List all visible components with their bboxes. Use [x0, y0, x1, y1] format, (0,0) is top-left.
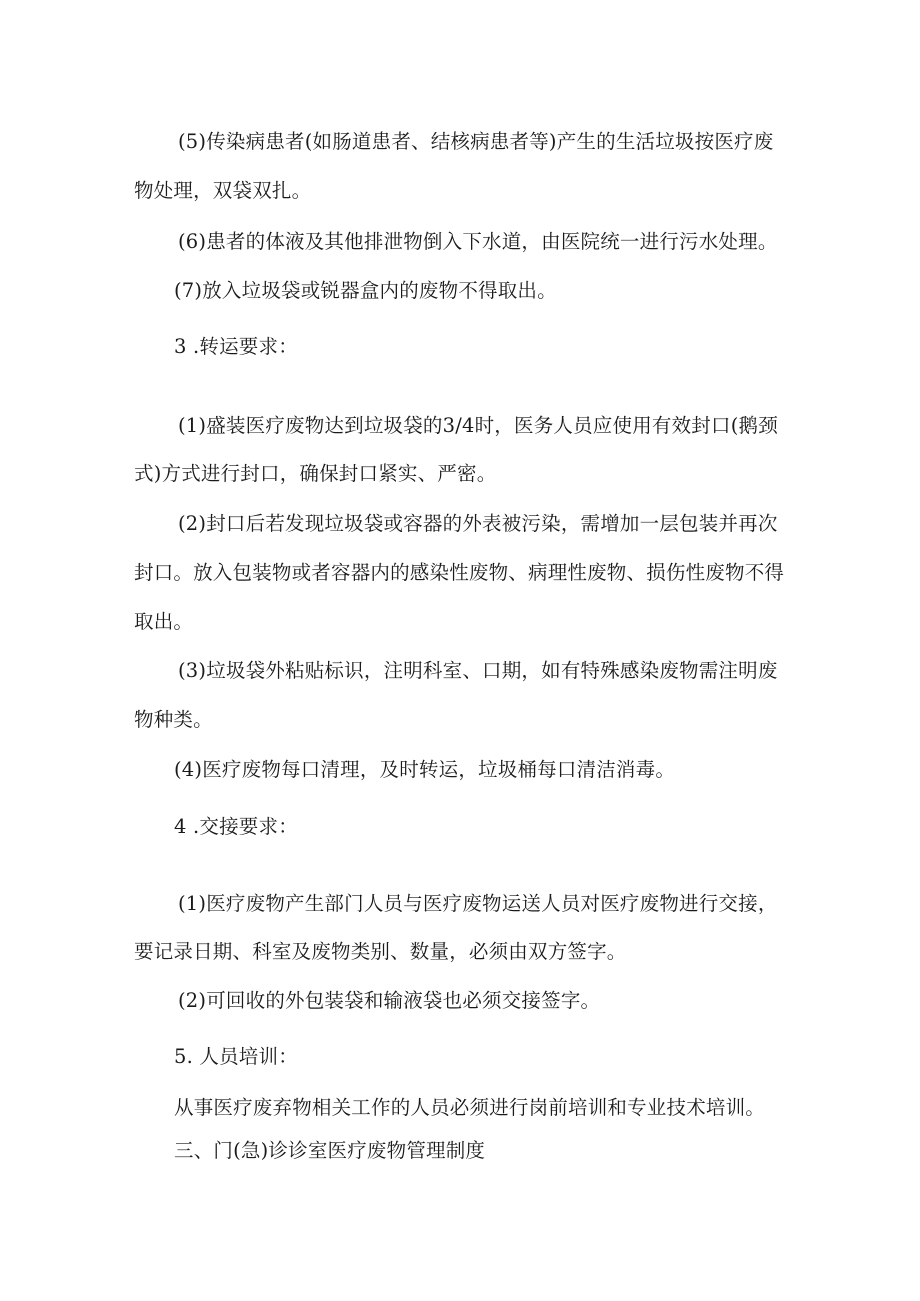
- transport-item-2-line-1: (2)封口后若发现垃圾袋或容器的外表被污染，需增加一层包装并再次: [178, 512, 778, 535]
- transport-item-1-line-1: (1)盛装医疗废物达到垃圾袋的3/4时，医务人员应使用有效封口(鹅颈: [178, 414, 778, 437]
- transport-item-1-line-2: 式)方式进行封口，确保封口紧实、严密。: [134, 462, 497, 485]
- transport-item-3-line-2: 物种类。: [134, 708, 213, 731]
- transport-item-2-line-2: 封口。放入包装物或者容器内的感染性废物、病理性废物、损伤性废物不得: [134, 561, 785, 584]
- chapter-3-heading: 三、门(急)诊诊室医疗废物管理制度: [174, 1139, 486, 1162]
- training-paragraph: 从事医疗废弃物相关工作的人员必须进行岗前培训和专业技术培训。: [174, 1096, 766, 1119]
- handover-item-1-line-2: 要记录日期、科室及废物类别、数量，必须由双方签字。: [134, 940, 627, 963]
- paragraph-6: (6)患者的体液及其他排泄物倒入下水道，由医院统一进行污水处理。: [178, 230, 778, 253]
- transport-item-3-line-1: (3)垃圾袋外粘贴标识，注明科室、口期，如有特殊感染废物需注明废: [178, 659, 778, 682]
- handover-item-2: (2)可回收的外包装袋和输液袋也必须交接签字。: [178, 989, 601, 1012]
- section-5-heading: 5. 人员培训：: [174, 1045, 298, 1068]
- handover-item-1-line-1: (1)医疗废物产生部门人员与医疗废物运送人员对医疗废物进行交接，: [178, 892, 778, 915]
- paragraph-7: (7)放入垃圾袋或锐器盒内的废物不得取出。: [174, 279, 557, 302]
- section-4-heading: 4 .交接要求：: [174, 815, 298, 838]
- transport-item-2-line-3: 取出。: [134, 610, 194, 633]
- transport-item-4: (4)医疗废物每口清理，及时转运，垃圾桶每口清洁消毒。: [174, 758, 676, 781]
- paragraph-5-line-1: (5)传染病患者(如肠道患者、结核病患者等)产生的生活垃圾按医疗废: [178, 130, 774, 153]
- section-3-heading: 3 .转运要求：: [174, 335, 298, 358]
- paragraph-5-line-2: 物处理，双袋双扎。: [134, 179, 312, 202]
